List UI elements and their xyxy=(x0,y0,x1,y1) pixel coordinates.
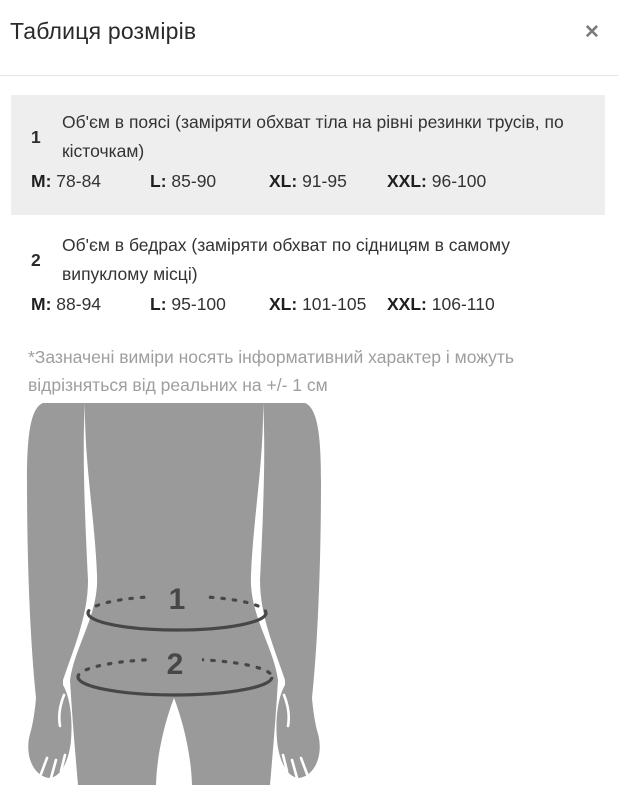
size-range: 78-84 xyxy=(56,171,102,191)
size-range: 106-110 xyxy=(431,294,495,314)
description-line: кісточкам) xyxy=(62,141,145,161)
size-value-xl xyxy=(269,294,387,315)
size-value-l xyxy=(150,294,269,315)
size-range: 91-95 xyxy=(302,171,347,191)
size-range: 101-105 xyxy=(302,294,367,314)
size-label: L: xyxy=(150,294,167,314)
size-value-xxl xyxy=(387,294,495,315)
hips-description-row xyxy=(31,231,587,289)
disclaimer-note xyxy=(28,343,514,399)
note-line: відрізняться від реальних на +/- 1 см xyxy=(28,375,328,395)
size-label: M: xyxy=(31,294,52,314)
size-section-hips xyxy=(11,231,605,315)
body-measurement-diagram xyxy=(17,400,327,795)
measure-label-1: 1 xyxy=(168,583,186,616)
section-number: 2 xyxy=(31,249,41,270)
size-range: 88-94 xyxy=(56,294,102,314)
size-section-waist xyxy=(11,95,605,215)
size-label: XL: xyxy=(269,294,298,314)
size-label: XL: xyxy=(269,171,298,191)
measure-label-2: 2 xyxy=(166,648,184,681)
description-line: Об'єм в бедрах (заміряти обхват по сідницям в самому xyxy=(62,235,510,255)
modal-header xyxy=(0,0,618,76)
close-icon[interactable]: ✕ xyxy=(584,21,600,43)
section-number: 1 xyxy=(31,126,41,147)
size-value-xl xyxy=(269,171,387,192)
page-title: Таблиця розмірів xyxy=(10,18,197,44)
size-label: XXL: xyxy=(387,171,427,191)
size-label: M: xyxy=(31,171,52,191)
hips-sizes-row xyxy=(31,294,587,315)
size-value-m xyxy=(31,294,150,315)
description-line: випуклому місці) xyxy=(62,264,198,284)
size-range: 95-100 xyxy=(171,294,226,314)
section-description xyxy=(62,231,510,289)
size-range: 85-90 xyxy=(171,171,217,191)
size-value-l xyxy=(150,171,269,192)
size-label: XXL: xyxy=(387,294,427,314)
size-value-xxl xyxy=(387,171,486,192)
section-description xyxy=(62,108,564,166)
note-line: *Зазначені виміри носять інформативний характер і можуть xyxy=(28,347,515,367)
size-value-m xyxy=(31,171,150,192)
waist-description-row xyxy=(31,108,587,166)
size-range: 96-100 xyxy=(431,171,487,191)
description-line: Об'єм в поясі (заміряти обхват тіла на рівні резинки трусів, по xyxy=(62,112,564,132)
size-label: L: xyxy=(150,171,167,191)
waist-sizes-row xyxy=(31,171,587,192)
